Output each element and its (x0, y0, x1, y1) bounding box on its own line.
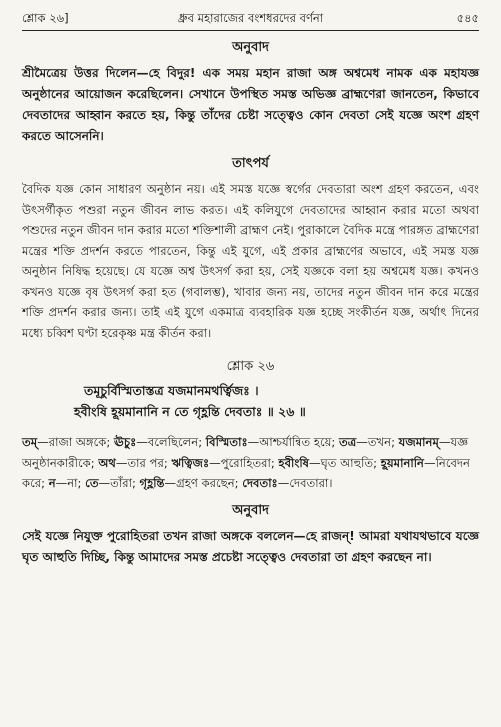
translation-text: শ্রীমৈত্রেয় উত্তর দিলেন—হে বিদুর! এক সময় মহান রাজা অঙ্গ অশ্বমেধ নামক এক মহাযজ্ঞ অনুষ্ঠানের আয়োজন করেছিলেন। সেখানে উপস্থিত সমস্ত অভিজ্ঞ ব্রাহ্মণেরা জানতেন, কিভাবে দেবতাদের আহ্বান করতে হয়, কিন্তু তাঁদের চেষ্টা সত্ত্বেও কোন দেবতা সেই যজ্ঞে অংশ গ্রহণ করতে আসেননি। (22, 66, 479, 143)
verse-line-1: তমূচুর্বিস্মিতাস্তত্র যজমানমথর্ত্বিজঃ । (84, 383, 259, 398)
purport-text: বৈদিক যজ্ঞ কোন সাধারণ অনুষ্ঠান নয়। এই সমস্ত যজ্ঞে স্বর্গের দেবতারা অংশ গ্রহণ করতেন, এবং উৎসর্গীকৃত পশুরা নতুন জীবন লাভ করত। এই কলিযুগে দেবতাদের আহ্বান করার মতো অথবা পশুদের নতুন জীবন দান করার মতো শক্তিশালী ব্রাহ্মণ নেই। পুরাকালে বৈদিক মন্ত্রে পারঙ্গত ব্রাহ্মণেরা মন্ত্রের শক্তি প্রদর্শন করতে পারতেন, কিন্তু এই যুগে, এই প্রকার ব্রাহ্মণের অভাবে, এই সমস্ত যজ্ঞ অনুষ্ঠান নিষিদ্ধ হয়েছে। যে যজ্ঞে অশ্ব উৎসর্গ করা হয়, সেই যজ্ঞকে বলা হয় অশ্বমেধ যজ্ঞ। কখনও কখনও যজ্ঞে বৃষ উৎসর্গ করা হত (গবালম্ভ), খাবার জন্য নয়, তাদের নতুন জীবন দান করে মন্ত্রের শক্তি প্রদর্শন করার জন্য। তাই এই যুগে একমাত্র ব্যবহারিক যজ্ঞ হচ্ছে সংকীর্তন যজ্ঞ, অর্থাৎ দিনের মধ্যে চব্বিশ ঘণ্টা হরেকৃষ্ণ মন্ত্র কীর্তন করা। (22, 182, 479, 340)
synonym-meaning: —যজ্ঞ অনুষ্ঠানকারীকে; (22, 435, 469, 470)
synonym-word: হূয়মানানি (380, 455, 424, 470)
synonym-meaning: —বলেছিলেন; (136, 435, 206, 449)
synonym-meaning: —গ্রহণ করছেন; (164, 476, 243, 490)
translation-heading: অনুবাদ (232, 40, 269, 55)
synonym-meaning: —নিবেদন করে; (22, 455, 470, 490)
synonym-word: ঋত্বিজঃ (171, 455, 210, 470)
verse-heading: শ্লোক ২৬ (226, 359, 275, 374)
synonym-word: ন (48, 476, 56, 490)
synonym-meaning: —দেবতারা। (277, 476, 333, 490)
synonym-word: তম্ (22, 435, 38, 449)
header-chapter-title: ধ্রুব মহারাজের বংশধরদের বর্ণনা (177, 11, 324, 25)
header-verse-ref: শ্লোক ২৬] (22, 11, 69, 25)
verse-line-2: হবীংষি হূয়মানানি ন তে গৃহ্ণন্তি দেবতাঃ ॥ ২৬ ॥ (74, 404, 306, 419)
synonym-word: তত্র (339, 435, 357, 449)
header-page-number: ৫৪৫ (456, 11, 479, 25)
synonym-meaning: —না; (55, 476, 86, 490)
translation-text-2: সেই যজ্ঞে নিযুক্ত পুরোহিতরা তখন রাজা অঙ্গকে বললেন—হে রাজন্! আমরা যথাযথভাবে যজ্ঞে ঘৃত আহুতি দিচ্ছি, কিন্তু আমাদের সমস্ত প্রচেষ্টা সত্ত্বেও দেবতারা তা গ্রহণ করছেন না। (22, 528, 479, 564)
translation-heading-2: অনুবাদ (232, 502, 269, 518)
synonym-meaning: —তখন; (356, 435, 399, 449)
synonym-meaning: —পুরোহিতরা; (209, 455, 279, 470)
synonym-word: অথ (98, 455, 116, 470)
synonyms (22, 432, 479, 494)
synonym-meaning: —তাঁরা; (98, 476, 140, 490)
purport-heading: তাৎপর্য (232, 156, 269, 171)
synonym-word: তে (85, 476, 99, 490)
synonym-word: যজমানম্ (398, 435, 439, 449)
synonym-word: গৃহ্ণন্তি (139, 476, 165, 490)
synonym-word: দেবতাঃ (242, 476, 278, 490)
synonym-meaning: —ঘৃত আহুতি; (309, 455, 381, 470)
synonym-word: বিস্মিতাঃ (205, 435, 248, 449)
synonym-meaning: —তার পর; (115, 455, 172, 470)
synonym-word: হবীংষি (278, 455, 310, 470)
synonym-word: ঊচুঃ (114, 435, 137, 449)
synonym-meaning: —রাজা অঙ্গকে; (37, 435, 114, 449)
page-header (22, 6, 479, 31)
synonym-meaning: —আশ্চর্যান্বিত হয়ে; (247, 435, 340, 449)
